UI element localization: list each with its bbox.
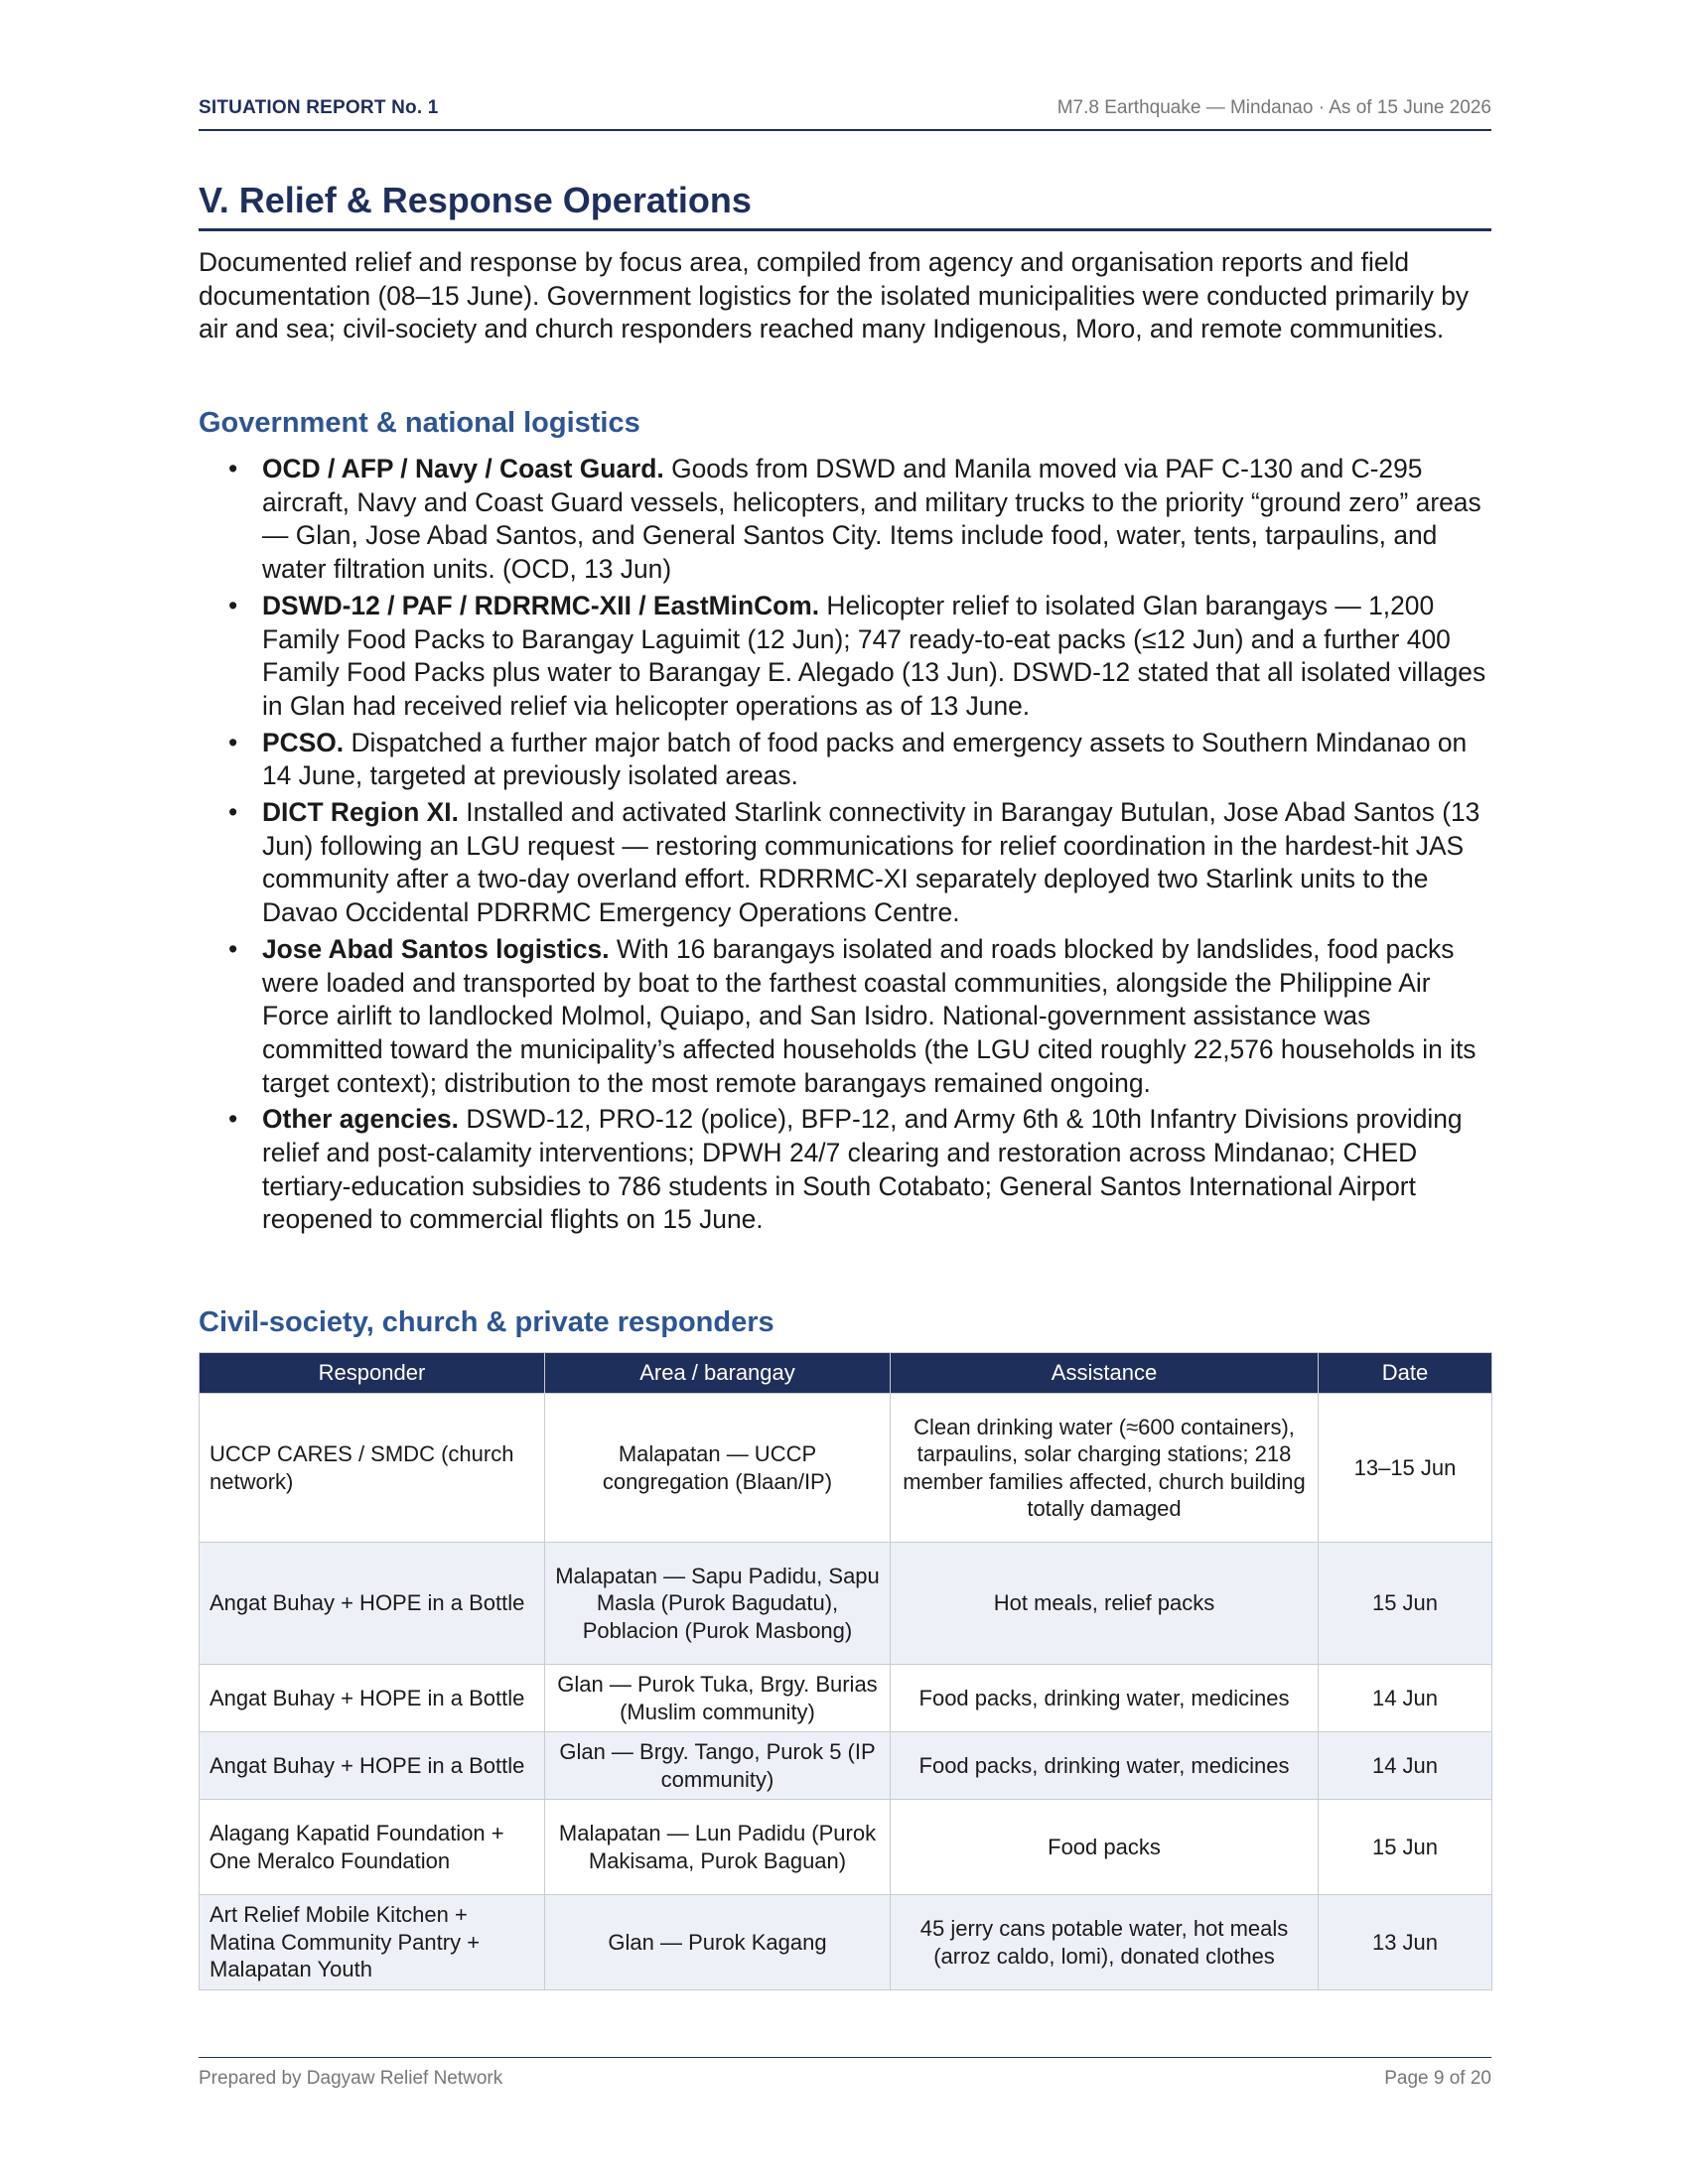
cell-area: Malapatan — UCCP congregation (Blaan/IP) [545,1394,891,1543]
cell-assistance: Food packs, drinking water, medicines [891,1665,1319,1732]
cell-responder: Angat Buhay + HOPE in a Bottle [200,1665,545,1732]
bullet-lead: PCSO. [262,727,345,757]
column-header: Area / barangay [545,1353,891,1394]
table-row [200,1394,1492,1543]
bullet-item [199,796,1491,930]
cell-date: 13–15 Jun [1319,1394,1492,1543]
bullet-dot: • [228,933,238,964]
page-header [199,97,1491,131]
bullet-text: Installed and activated Starlink connectivity in Barangay Butulan, Jose Abad Santos (13 Jun) following an LGU request — restoring communications for relief coordination in the hardest-hit JAS community after a two-day overland effort. RDRRMC-XI separately deployed two Starlink units to the Davao Occidental PDRRMC Emergency Operations Centre. [262,797,1480,928]
table-row [200,1895,1492,1990]
bullet-text: DSWD-12, PRO-12 (police), BFP-12, and Army 6th & 10th Infantry Divisions providing relief and post-calamity interventions; DPWH 24/7 clearing and restoration across Mindanao; CHED tertiary-education subsidies to 786 students in South Cotabato; General Santos International Airport reopened to commercial flights on 15 June. [262,1104,1463,1235]
bullet-lead: Jose Abad Santos logistics. [262,933,610,964]
bullet-lead: DICT Region XI. [262,797,459,828]
cell-assistance: Clean drinking water (≈600 containers), tarpaulins, solar charging stations; 218 member families affected, church building totally damaged [891,1394,1319,1543]
bullet-dot: • [228,1104,238,1135]
bullet-dot: • [228,797,238,828]
report-subtitle: M7.8 Earthquake — Mindanao · As of 15 June 2026 [1056,97,1491,118]
bullet-lead: DSWD-12 / PAF / RDRRMC-XII / EastMinCom. [262,590,820,620]
cell-responder: Angat Buhay + HOPE in a Bottle [200,1543,545,1665]
bullet-item [199,1103,1491,1237]
cell-assistance: 45 jerry cans potable water, hot meals (arroz caldo, lomi), donated clothes [891,1895,1319,1990]
cell-assistance: Food packs [891,1800,1319,1895]
subhead-civil-society: Civil-society, church & private responders [199,1306,774,1338]
table-row [200,1543,1492,1665]
cell-date: 14 Jun [1319,1732,1492,1800]
cell-assistance: Food packs, drinking water, medicines [891,1732,1319,1800]
subhead-government: Government & national logistics [199,407,640,439]
cell-responder: UCCP CARES / SMDC (church network) [200,1394,545,1543]
table-row [200,1732,1492,1800]
page-footer [199,2057,1491,2094]
bullet-lead: OCD / AFP / Navy / Coast Guard. [262,454,664,483]
cell-date: 15 Jun [1319,1800,1492,1895]
cell-date: 15 Jun [1319,1543,1492,1665]
bullet-text: With 16 barangays isolated and roads blocked by landslides, food packs were loaded and transported by boat to the farthest coastal communities, alongside the Philippine Air Force airlift to landlocked Molmol, Quiapo, and San Isidro. National-government assistance was committed toward the municipality’s affected households (the LGU cited roughly 22,576 households in its target context); distribution to the most remote barangays remained ongoing. [262,933,1477,1098]
bullet-item [199,933,1491,1101]
cell-date: 13 Jun [1319,1895,1492,1990]
cell-area: Malapatan — Lun Padidu (Purok Makisama, Purok Baguan) [545,1800,891,1895]
responders-table [199,1352,1492,1990]
page-number: Page 9 of 20 [1384,2068,1491,2089]
bullet-text: Dispatched a further major batch of food packs and emergency assets to Southern Mindanao on 14 June, targeted at previously isolated areas. [262,727,1468,791]
bullet-item [199,453,1491,587]
cell-area: Malapatan — Sapu Padidu, Sapu Masla (Purok Bagudatu), Poblacion (Purok Masbong) [545,1543,891,1665]
cell-date: 14 Jun [1319,1665,1492,1732]
table-header-row [200,1353,1492,1394]
section-title: V. Relief & Response Operations [199,177,1491,231]
cell-area: Glan — Brgy. Tango, Purok 5 (IP community) [545,1732,891,1800]
footer-prepared-by: Prepared by Dagyaw Relief Network [199,2068,503,2089]
column-header: Assistance [891,1353,1319,1394]
bullet-lead: Other agencies. [262,1104,460,1135]
cell-responder: Art Relief Mobile Kitchen + Matina Community Pantry + Malapatan Youth [200,1895,545,1990]
cell-responder: Angat Buhay + HOPE in a Bottle [200,1732,545,1800]
column-header: Responder [200,1353,545,1394]
bullet-item [199,727,1491,793]
table-row [200,1800,1492,1895]
bullet-dot: • [228,727,238,757]
column-header: Date [1319,1353,1492,1394]
cell-responder: Alagang Kapatid Foundation + One Meralco Foundation [200,1800,545,1895]
bullet-dot: • [228,454,238,483]
cell-area: Glan — Purok Tuka, Brgy. Burias (Muslim community) [545,1665,891,1732]
cell-area: Glan — Purok Kagang [545,1895,891,1990]
cell-assistance: Hot meals, relief packs [891,1543,1319,1665]
bullet-text: Goods from DSWD and Manila moved via PAF C-130 and C-295 aircraft, Navy and Coast Guard vessels, helicopters, and military trucks to the priority “ground zero” areas — Glan, Jose Abad Santos, and General Santos City. Items include food, water, tents, tarpaulins, and water filtration units. (OCD, 13 Jun) [262,454,1481,585]
bullet-item [199,590,1491,724]
intro-paragraph: Documented relief and response by focus area, compiled from agency and organisation reports and field documentation (08–15 June). Government logistics for the isolated municipalities were conducted primarily by air and sea; civil-society and church responders reached many Indigenous, Moro, and remote communities. [199,247,1470,343]
bullet-text: Helicopter relief to isolated Glan barangays — 1,200 Family Food Packs to Barangay Laguimit (12 Jun); 747 ready-to-eat packs (≤12 Jun) and a further 400 Family Food Packs plus water to Barangay E. Alegado (13 Jun). DSWD-12 stated that all isolated villages in Glan had received relief via helicopter operations as of 13 June. [262,590,1486,721]
bullet-dot: • [228,590,238,620]
report-title: SITUATION REPORT No. 1 [199,97,439,118]
table-row [200,1665,1492,1732]
government-bullet-list [199,453,1491,1240]
